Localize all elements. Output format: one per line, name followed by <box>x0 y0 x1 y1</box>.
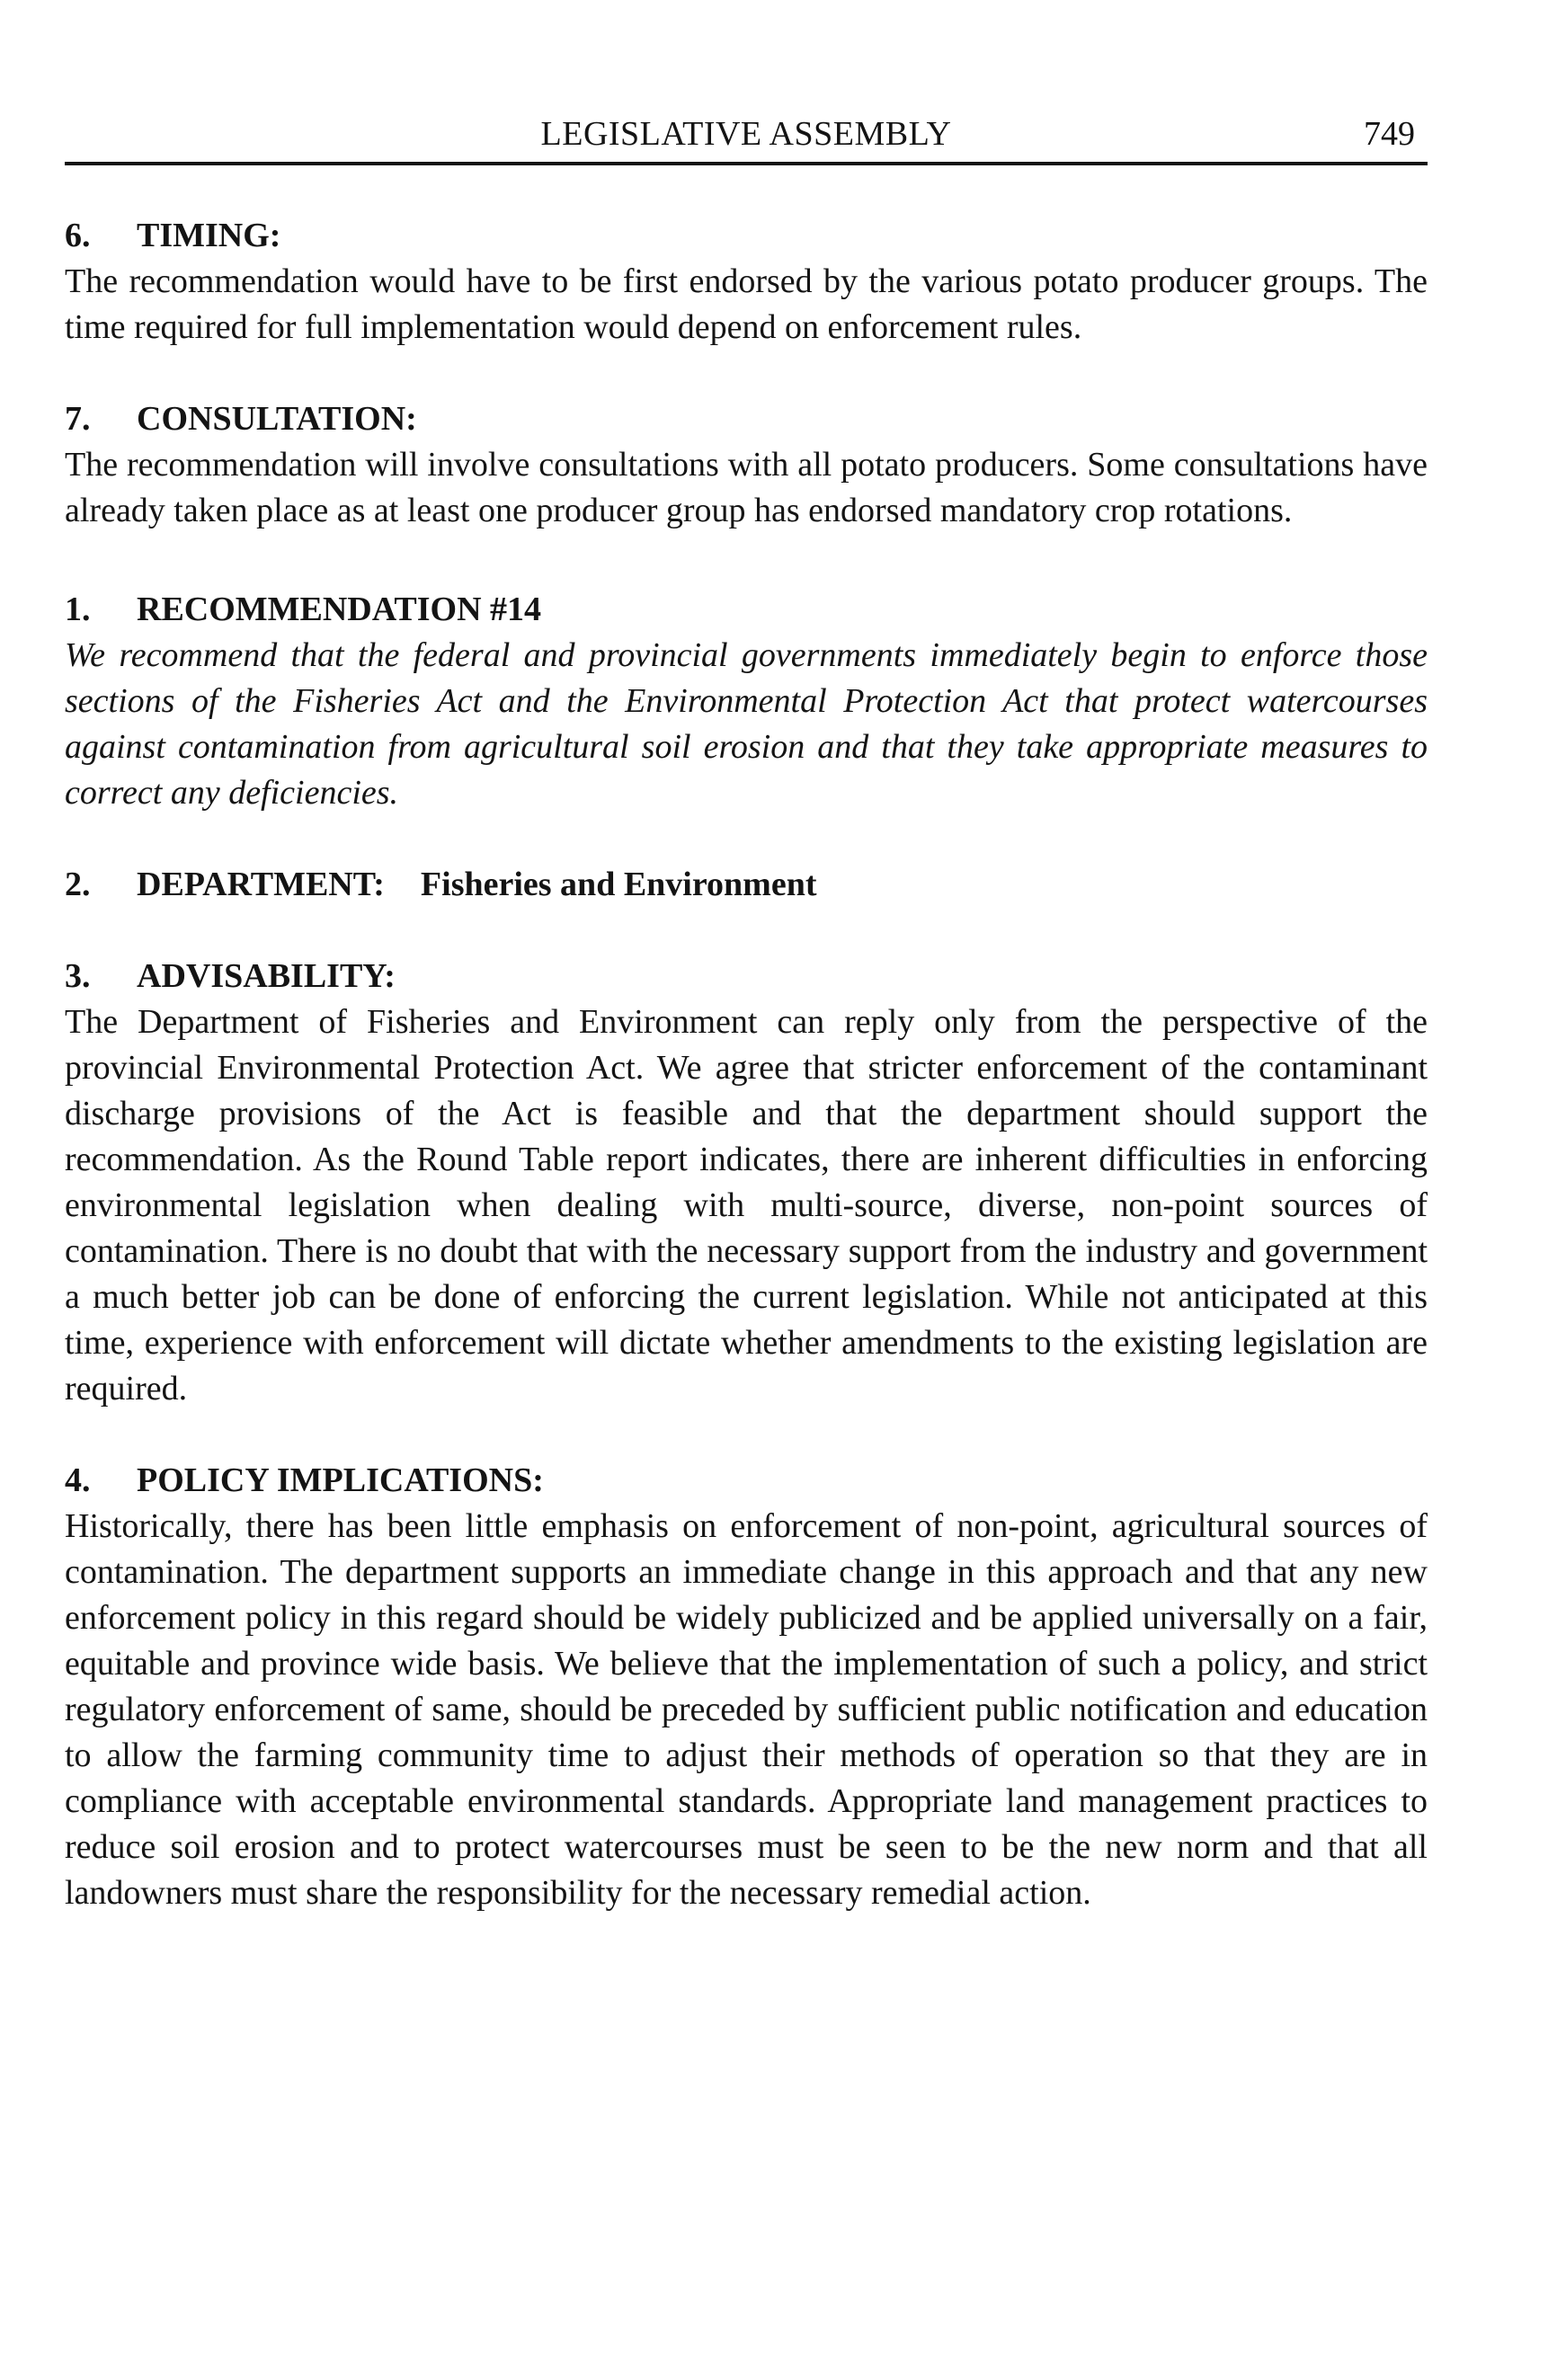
section-heading <box>65 953 1428 999</box>
section-body: The recommendation would have to be first endorsed by the various potato producer groups. The time required for full implementation would depend on enforcement rules. <box>65 262 1428 346</box>
section-body: The recommendation will involve consultations with all potato producers. Some consultations have already taken place as at least one producer group has endorsed mandatory crop rotations. <box>65 446 1428 529</box>
section-heading <box>65 1457 1428 1504</box>
section-number: 1. <box>65 591 91 628</box>
section-heading <box>65 586 1428 633</box>
page-number: 749 <box>1364 115 1415 153</box>
document-page <box>65 106 1428 1916</box>
section-title: CONSULTATION: <box>137 400 417 438</box>
section-number: 2. <box>65 866 91 903</box>
section-recommendation <box>65 586 1428 816</box>
recommendation-text: We recommend that the federal and provincial governments immediately begin to enforce those sections of the Fisheries Act and the Environmental Protection Act that protect watercourses against contamination from agricultural soil erosion and that they take appropriate measures to correct any deficiencies. <box>65 636 1428 812</box>
section-title: RECOMMENDATION #14 <box>137 591 542 628</box>
section-policy-implications <box>65 1457 1428 1916</box>
section-department <box>65 861 1428 908</box>
running-title: LEGISLATIVE ASSEMBLY <box>540 115 952 153</box>
section-timing <box>65 212 1428 351</box>
section-title: DEPARTMENT: <box>137 866 385 903</box>
section-consultation <box>65 395 1428 534</box>
department-value: Fisheries and Environment <box>420 866 817 903</box>
section-number: 6. <box>65 217 91 254</box>
section-title: POLICY IMPLICATIONS: <box>137 1461 544 1499</box>
section-title: TIMING: <box>137 217 281 254</box>
section-body: The Department of Fisheries and Environment can reply only from the perspective of the provincial Environmental Protection Act. We agree that stricter enforcement of the contaminant discharge provisions of the Act is feasible and that the department should support the recommendation. As the Round Table report indicates, there are inherent difficulties in enforcing environmental legislation when dealing with multi-source, diverse, non-point sources of contamination. There is no doubt that with the necessary support from the industry and government a much better job can be done of enforcing the current legislation. While not anticipated at this time, experience with enforcement will dictate whether amendments to the existing legislation are required. <box>65 1003 1428 1408</box>
section-number: 3. <box>65 957 91 995</box>
page-header <box>65 106 1428 165</box>
section-number: 7. <box>65 400 91 438</box>
section-title: ADVISABILITY: <box>137 957 396 995</box>
section-advisability <box>65 953 1428 1412</box>
section-body: Historically, there has been little emphasis on enforcement of non-point, agricultural sources of contamination. The department supports an immediate change in this approach and that any new enforcement policy in this regard should be widely publicized and be applied universally on a fair, equitable and province wide basis. We believe that the implementation of such a policy, and strict regulatory enforcement of same, should be preceded by sufficient public notification and education to allow the farming community time to adjust their methods of operation so that they are in compliance with acceptable environmental standards. Appropriate land management practices to reduce soil erosion and to protect watercourses must be seen to be the new norm and that all landowners must share the responsibility for the necessary remedial action. <box>65 1507 1428 1912</box>
section-heading <box>65 395 1428 442</box>
section-number: 4. <box>65 1461 91 1499</box>
section-heading <box>65 212 1428 259</box>
section-heading <box>65 861 1428 908</box>
